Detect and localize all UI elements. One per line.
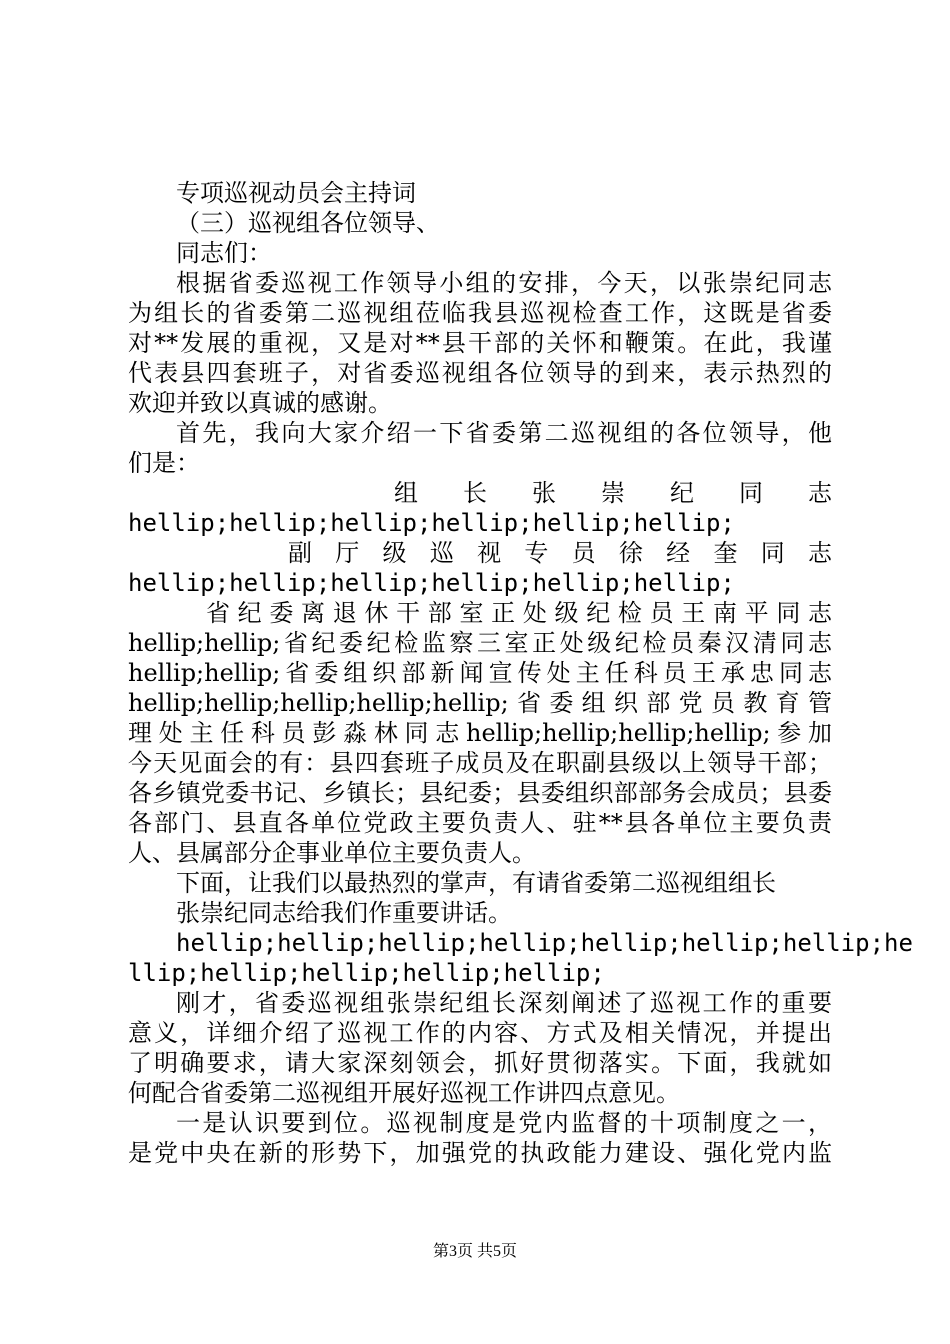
paragraph-line: 刚才，省委巡视组张崇纪组长深刻阐述了巡视工作的重要 (176, 989, 832, 1017)
paragraph-line: 代表县四套班子，对省委巡视组各位领导的到来，表示热烈的 (128, 359, 832, 387)
paragraph-line: 为组长的省委第二巡视组莅临我县巡视检查工作，这既是省委 (128, 299, 832, 327)
paragraph-line: 们是： (128, 449, 200, 477)
leader-entry-line: hellip;hellip;hellip;hellip;hellip;省委组织部党员教育管 (128, 689, 832, 717)
ellipsis-line: llip;hellip;hellip;hellip;hellip; (128, 959, 605, 987)
salutation-line: （三）巡视组各位领导、 (176, 209, 440, 237)
page-number-footer: 第3页 共5页 (432, 1243, 517, 1260)
salutation-line: 同志们： (176, 239, 272, 267)
paragraph-line: 意义，详细介绍了巡视工作的内容、方式及相关情况，并提出 (128, 1019, 832, 1047)
paragraph-line: 一是认识要到位。巡视制度是党内监督的十项制度之一， (176, 1109, 832, 1137)
paragraph-line: 何配合省委第二巡视组开展好巡视工作讲四点意见。 (128, 1079, 680, 1107)
ellipsis-line: hellip;hellip;hellip;hellip;hellip;hellip; (128, 509, 735, 537)
paragraph-line: 各乡镇党委书记、乡镇长；县纪委；县委组织部部务会成员；县委 (128, 779, 832, 807)
paragraph-line: 对**发展的重视，又是对**县干部的关怀和鞭策。在此，我谨 (128, 329, 832, 357)
leader-entry-line: hellip;hellip;省委组织部新闻宣传处主任科员王承忠同志 (128, 659, 832, 687)
paragraph-line: 张崇纪同志给我们作重要讲话。 (176, 899, 512, 927)
paragraph-line: 下面，让我们以最热烈的掌声，有请省委第二巡视组组长 (176, 869, 776, 897)
paragraph-line: 根据省委巡视工作领导小组的安排，今天，以张崇纪同志 (176, 269, 832, 297)
paragraph-line: 首先，我向大家介绍一下省委第二巡视组的各位领导，他 (176, 419, 832, 447)
leader-entry-line: hellip;hellip;省纪委纪检监察三室正处级纪检员秦汉清同志 (128, 629, 832, 657)
leader-entry-line: 省纪委离退休干部室正处级纪检员王南平同志 (206, 599, 832, 627)
paragraph-line: 是党中央在新的形势下，加强党的执政能力建设、强化党内监 (128, 1139, 832, 1167)
paragraph-line: 各部门、县直各单位党政主要负责人、驻**县各单位主要负责 (128, 809, 832, 837)
ellipsis-line: hellip;hellip;hellip;hellip;hellip;hellip; (128, 569, 735, 597)
document-body (128, 178, 913, 1168)
paragraph-line: 今天见面会的有：县四套班子成员及在职副县级以上领导干部； (128, 749, 832, 777)
leader-entry-line: 组长张崇纪同志 (394, 479, 832, 507)
paragraph-line: 欢迎并致以真诚的感谢。 (128, 389, 392, 417)
leader-entry-line: 副厅级巡视专员徐经奎同志 (288, 539, 832, 567)
doc-title: 专项巡视动员会主持词 (176, 179, 416, 207)
paragraph-line: 了明确要求，请大家深刻领会，抓好贯彻落实。下面，我就如 (128, 1049, 832, 1077)
paragraph-line: 理处主任科员彭淼林同志hellip;hellip;hellip;hellip;参加 (128, 719, 832, 747)
paragraph-line: 人、县属部分企事业单位主要负责人。 (128, 839, 536, 867)
ellipsis-line: hellip;hellip;hellip;hellip;hellip;hellip;hellip;he (176, 929, 913, 957)
